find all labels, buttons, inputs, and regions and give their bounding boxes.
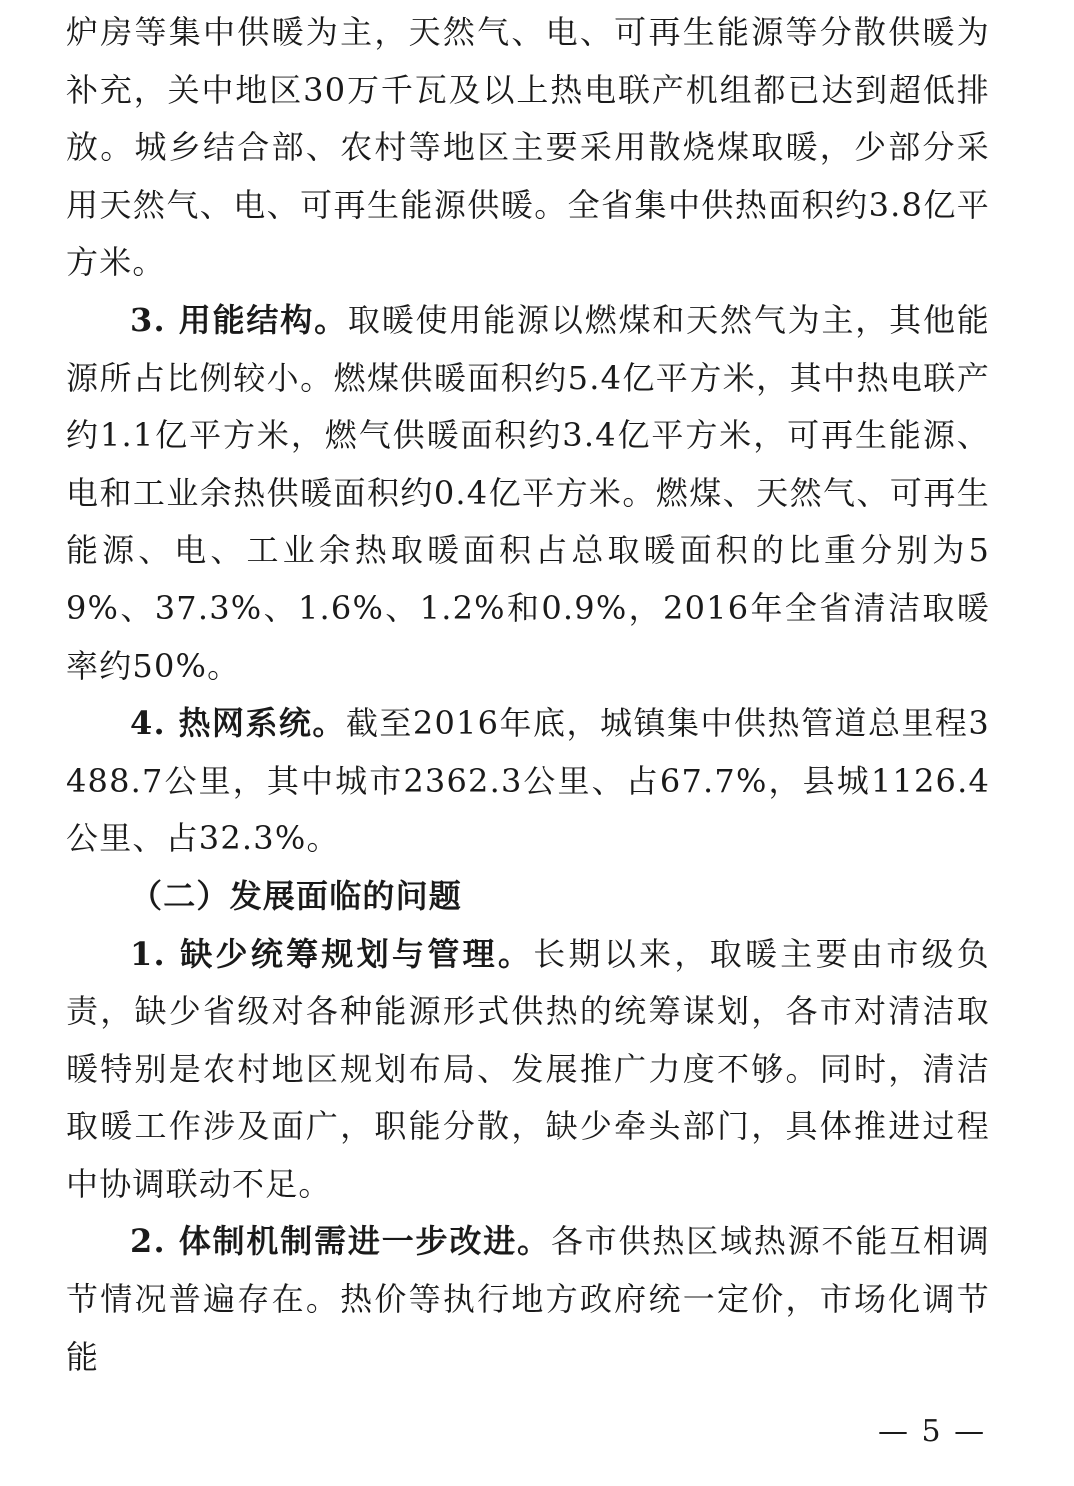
paragraph-lead: 4. 热网系统。 xyxy=(130,704,346,743)
paragraph-heating-overview xyxy=(66,4,990,292)
paragraph-lead: 1. 缺少统筹规划与管理。 xyxy=(130,934,534,973)
page-number: — 5 — xyxy=(878,1414,987,1449)
section-heading-text: （二）发展面临的问题 xyxy=(130,876,463,915)
paragraph-lead: 2. 体制机制需进一步改进。 xyxy=(130,1222,551,1261)
paragraph-text: 长期以来，取暖主要由市级负责，缺少省级对各种能源形式供热的统筹谋划，各市对清洁取暖特别是农村地区规划布局、发展推广力度不够。同时，清洁取暖工作涉及面广，职能分散，缺少牵头部门，具体推进过程中协调联动不足。 xyxy=(66,934,990,1203)
paragraph-text: 炉房等集中供暖为主，天然气、电、可再生能源等分散供暖为补充，关中地区30万千瓦及以上热电联产机组都已达到超低排放。城乡结合部、农村等地区主要采用散烧煤取暖，少部分采用天然气、电、可再生能源供暖。全省集中供热面积约3.8亿平方米。 xyxy=(66,13,990,282)
document-body xyxy=(66,4,990,1386)
paragraph-text: 截至2016年底，城镇集中供热管道总里程3488.7公里，其中城市2362.3公里、占67.7%，县城1126.4公里、占32.3%。 xyxy=(66,704,990,858)
paragraph-text: 各市供热区域热源不能互相调节情况普遍存在。热价等执行地方政府统一定价，市场化调节能 xyxy=(66,1222,990,1376)
paragraph-institutional-mechanism xyxy=(66,1213,990,1386)
section-heading-problems xyxy=(66,868,990,926)
paragraph-text: 取暖使用能源以燃煤和天然气为主，其他能源所占比例较小。燃煤供暖面积约5.4亿平方米，其中热电联产约1.1亿平方米，燃气供暖面积约3.4亿平方米，可再生能源、电和工业余热供暖面积约0.4亿平方米。燃煤、天然气、可再生能源、电、工业余热取暖面积占总取暖面积的比重分别为59%、37.3%、1.6%、1.2%和0.9%，2016年全省清洁取暖率约50%。 xyxy=(66,300,990,685)
paragraph-planning-management xyxy=(66,926,990,1214)
paragraph-energy-structure xyxy=(66,292,990,695)
paragraph-heat-network xyxy=(66,695,990,868)
paragraph-lead: 3. 用能结构。 xyxy=(130,300,348,339)
